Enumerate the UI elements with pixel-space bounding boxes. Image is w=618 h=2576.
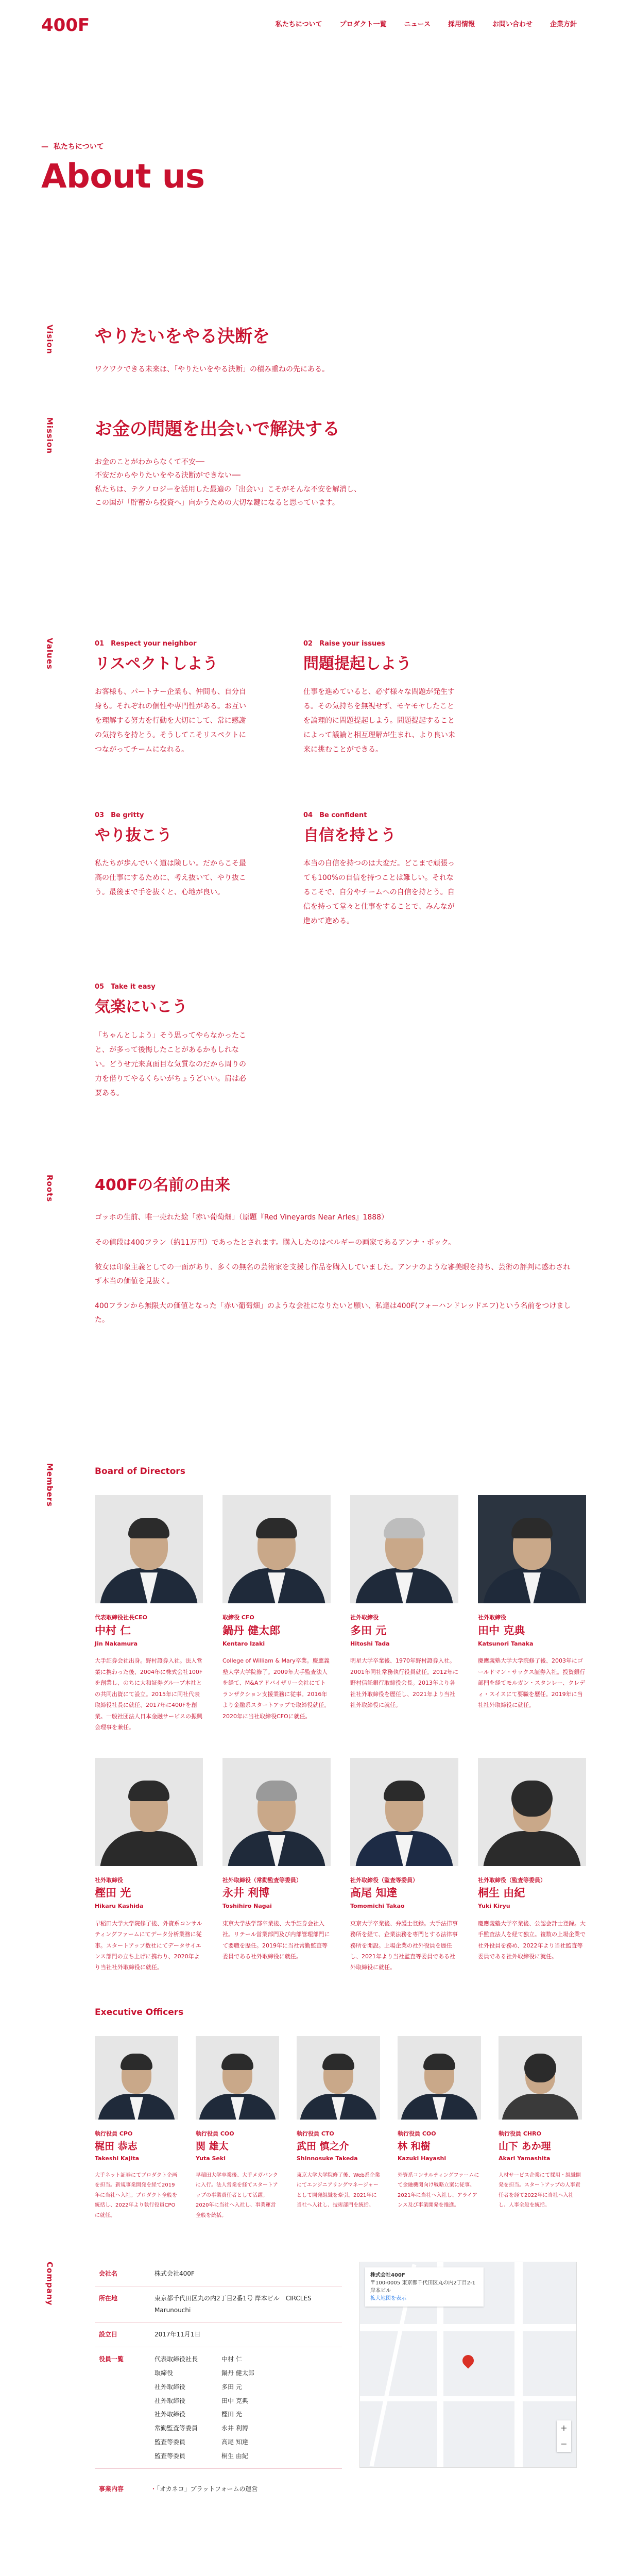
- officer-name: 鍋丹 健太郎: [221, 2369, 254, 2377]
- member-bio: 大手証券会社出身。野村證券入社。法人営業に携わった後、2004年に株式会社100Fを創業し、のちに大和証券グループ本社との共同出資にて設立。2015年に同社代表取締役社長に就任、2017年に400Fを創業。一般社団法人日本金融サービスの振興会理事を兼任。: [95, 1657, 203, 1731]
- row-key: 所在地: [95, 2286, 150, 2323]
- member-roman-name: Tomomichi Takao: [350, 1902, 405, 1909]
- zoom-in-icon[interactable]: +: [560, 2423, 568, 2433]
- member-roman-name: Shinnosuke Takeda: [297, 2155, 358, 2162]
- member-bio: College of William & Mary卒業。慶應義塾大学大学院修了。2009年大手監査法人を経て、M&Aアドバイザリー会社にてトランザクション支援業務に従事。2016年より金融系スタートアップで取締役就任。2020年に当社取締役CFOに就任。: [222, 1657, 330, 1720]
- officer-name: 田中 克典: [221, 2397, 248, 2404]
- nav-recruit[interactable]: 採用情報: [448, 20, 475, 28]
- member-roman-name: Yuki Kiryu: [478, 1902, 510, 1909]
- officer-name: 多田 元: [221, 2383, 242, 2391]
- members-label: Members: [45, 1463, 55, 1507]
- table-row: [95, 2323, 342, 2347]
- board-heading: Board of Directors: [95, 1466, 185, 1477]
- hero: [0, 49, 618, 263]
- member-name: 樫田 光: [95, 1887, 131, 1900]
- officer-name: 中村 仁: [221, 2355, 242, 2363]
- row-value: 2017年11月1日: [150, 2323, 342, 2347]
- member-name: 関 雄太: [196, 2141, 229, 2153]
- value-item: [95, 809, 247, 928]
- company-map[interactable]: [359, 2262, 577, 2468]
- mission-title: お金の問題を出会いで解決する: [95, 419, 340, 439]
- business-list: [150, 2483, 258, 2495]
- member-role: 社外取締役: [478, 1614, 506, 1621]
- table-row: [95, 2262, 342, 2286]
- member-bio: 早稲田大学大学院修了後、外資系コンサルティングファームにてデータ分析業務に従事。スタートアップ数社にてデータサイエンス部門の立ち上げに携わり、2020年より当社社外取締役に就任。: [95, 1920, 202, 1971]
- values-grid: [95, 638, 455, 1100]
- board-member-card: [478, 1495, 586, 1733]
- mission-line: 不安だからやりたいをやる決断ができない──: [95, 471, 241, 480]
- value-number: 04 Be confident: [303, 811, 367, 820]
- member-bio: 慶應義塾大学大学院修了後、2003年にゴールドマン・サックス証券入社。投資銀行部門を経てモルガン・スタンレー、クレディ・スイスにて要職を歴任。2019年に当社社外取締役に就任。: [478, 1657, 586, 1709]
- officer-title: 監査等委員: [154, 2452, 186, 2460]
- member-name: 田中 克典: [478, 1624, 525, 1637]
- business-row: [95, 2483, 577, 2495]
- map-place-name: 株式会社400F: [370, 2273, 405, 2279]
- member-bio: 明星大学卒業後、1970年野村證券入社。2001年同社常務執行役員就任。2012年に野村信託銀行取締役会長。2013年より各社社外取締役を歴任し、2021年より当社社外取締役に就任。: [350, 1657, 458, 1709]
- row-value: 東京都千代田区丸の内2丁目2番1号 岸本ビル CIRCLES Marunouchi: [150, 2286, 342, 2323]
- svg-text:400F: 400F: [41, 15, 90, 35]
- member-name: 梶田 恭志: [95, 2141, 138, 2153]
- value-body: お客様も、パートナー企業も、仲間も、自分自身も。それぞれの個性や専門性がある。お互いを理解する努力を行動を大切にして、常に感謝の気持ちを持とう。そうしてこそリスペクトにつながってチームになれる。: [95, 688, 246, 754]
- member-role: 社外取締役: [95, 1876, 123, 1884]
- nav-contact[interactable]: お問い合わせ: [492, 20, 533, 28]
- value-title: リスペクトしよう: [95, 654, 218, 673]
- nav-products[interactable]: プロダクト一覧: [339, 20, 387, 28]
- exec-grid: [95, 2036, 581, 2221]
- exec-member-card: [95, 2036, 178, 2221]
- zoom-out-icon[interactable]: −: [560, 2438, 568, 2449]
- value-number: 03 Be gritty: [95, 811, 144, 820]
- board-member-card: [350, 1495, 458, 1733]
- value-item: [303, 809, 455, 928]
- member-name: 多田 元: [350, 1624, 387, 1637]
- nav-news[interactable]: ニュース: [404, 20, 431, 28]
- officer-title: 社外取締役: [154, 2397, 186, 2404]
- member-bio: 東京大学大学院修了後、Web系企業にてエンジニアリングマネージャーとして開発組織を牽引。2021年に当社へ入社し、技術部門を統括。: [297, 2172, 380, 2209]
- member-roman-name: Toshihiro Nagai: [222, 1902, 272, 1909]
- member-bio: 東京大学卒業後、弁護士登録。大手法律事務所を経て、企業法務を専門とする法律事務所を開設。上場企業の社外役員を歴任し、2021年より当社監査等委員である社外取締役に就任。: [350, 1920, 458, 1971]
- member-name: 高尾 知達: [350, 1887, 398, 1900]
- page-title: About us: [41, 157, 205, 196]
- officer-title: 社外取締役: [154, 2383, 186, 2391]
- dash-icon: —: [41, 143, 48, 151]
- company-wrap: [95, 2262, 577, 2469]
- map-pin-icon[interactable]: [460, 2353, 476, 2369]
- member-roman-name: Kazuki Hayashi: [398, 2155, 447, 2162]
- member-photo: [478, 1758, 586, 1866]
- row-value: 株式会社400F: [150, 2262, 342, 2286]
- member-name: 桐生 由紀: [478, 1887, 525, 1900]
- roots-paragraph: 彼女は印象主義としての一面があり、多くの無名の芸術家を支援し作品を購入していました。アンナのような審美眼を持ち、芸術の評判に惑わされず本当の価値を見抜く。: [95, 1263, 571, 1285]
- member-roman-name: Akari Yamashita: [499, 2155, 551, 2162]
- member-photo: [297, 2036, 380, 2120]
- exec-member-card: [499, 2036, 582, 2221]
- value-body: 仕事を進めていると、必ず様々な問題が発生する。その気持ちを無視せず、モヤモヤしたことを論理的に問題提起しよう。問題提起することによって議論と相互理解が生まれ、より良い未来に挑むことができる。: [303, 688, 455, 754]
- board-member-card: [478, 1758, 586, 1973]
- member-roman-name: Yuta Seki: [196, 2155, 226, 2162]
- member-role: 社外取締役（常勤監査等委員）: [222, 1876, 302, 1884]
- officer-title: 監査等委員: [154, 2438, 186, 2446]
- mission-line: この国が「貯蓄から投資へ」向かうための大切な鍵になると思っています。: [95, 499, 339, 507]
- officer-title: 代表取締役社長: [154, 2355, 198, 2363]
- value-body: 「ちゃんとしよう」そう思ってやらなかったこと、が多って後悔したことがあるかもしれない。どうせ元来真面目な気質なのだから周りの力を借りてやるくらいがちょうどいい。肩は必要ある。: [95, 1031, 246, 1097]
- hero-eyebrow-label: 私たちについて: [54, 143, 104, 151]
- value-item: [303, 638, 455, 757]
- map-enlarge-link[interactable]: 拡大地図を表示: [370, 2296, 406, 2302]
- member-bio: 外資系コンサルティングファームにて金融機関向け戦略立案に従事。2021年に当社へ入社し、アライアンス及び事業開発を推進。: [398, 2172, 479, 2209]
- member-photo: [478, 1495, 586, 1603]
- member-name: 中村 仁: [95, 1624, 131, 1637]
- officer-name: 永井 利博: [221, 2425, 248, 2432]
- member-bio: 大手ネット証券にてプロダクト企画を担当。新規事業開発を経て2019年に当社へ入社。プロダクト全般を統括し、2022年より執行役員CPOに就任。: [95, 2172, 177, 2218]
- roots-label: Roots: [45, 1175, 55, 1202]
- company-label: Company: [45, 2262, 55, 2306]
- officer-title: 取締役: [154, 2369, 174, 2377]
- hero-eyebrow: [41, 140, 577, 154]
- site-header: [0, 0, 618, 49]
- member-role: 社外取締役（監査等委員）: [350, 1876, 418, 1884]
- member-name: 武田 慎之介: [297, 2141, 349, 2153]
- nav-about[interactable]: 私たちについて: [275, 20, 322, 28]
- member-bio: 人材サービス企業にて採用・組織開発を担当。スタートアップの人事責任者を経て2022年に当社へ入社し、人事全般を統括。: [499, 2172, 581, 2209]
- nav-policy[interactable]: 企業方針: [550, 20, 577, 28]
- member-roman-name: Katsunori Tanaka: [478, 1640, 534, 1647]
- member-name: 永井 利博: [222, 1887, 270, 1900]
- value-title: 自信を持とう: [303, 826, 396, 844]
- roots-title: 400Fの名前の由来: [95, 1176, 231, 1194]
- member-role: 執行役員 COO: [196, 2130, 234, 2138]
- value-body: 私たちが歩んでいく道は険しい。だからこそ最高の仕事にするために、考え抜いて、やり抜こう。最後まで手を抜くと、心地が良い。: [95, 859, 246, 897]
- values-section: [0, 613, 618, 1175]
- map-address: 〒100-0005 東京都千代田区丸の内2丁目2-1 岸本ビル: [370, 2280, 476, 2294]
- global-nav: [276, 19, 577, 31]
- row-key: 会社名: [95, 2262, 150, 2286]
- value-number: 05 Take it easy: [95, 983, 156, 991]
- vision-label: Vision: [45, 325, 55, 354]
- member-role: 取締役 CFO: [222, 1614, 254, 1621]
- members-section: [0, 1463, 618, 2221]
- officer-name: 樫田 光: [221, 2411, 242, 2418]
- exec-member-card: [297, 2036, 380, 2221]
- map-info-card: [365, 2267, 484, 2307]
- member-photo: [350, 1495, 458, 1603]
- member-roman-name: Hitoshi Tada: [350, 1640, 390, 1647]
- vision-section: [0, 263, 618, 417]
- member-name: 林 和樹: [398, 2141, 431, 2153]
- business-key: 事業内容: [99, 2485, 124, 2493]
- member-roman-name: Hikaru Kashida: [95, 1902, 144, 1909]
- member-bio: 慶應義塾大学卒業後、公認会計士登録。大手監査法人を経て独立。複数の上場企業で社外役員を務め、2022年より当社監査等委員である社外取締役に就任。: [478, 1920, 586, 1960]
- member-photo: [350, 1758, 458, 1866]
- member-role: 執行役員 CHRO: [499, 2130, 541, 2138]
- member-role: 執行役員 COO: [398, 2130, 436, 2138]
- board-member-card: [222, 1495, 331, 1733]
- member-role: 社外取締役: [350, 1614, 379, 1621]
- row-key: 設立日: [95, 2323, 150, 2347]
- company-table: [95, 2262, 342, 2469]
- values-label: Values: [45, 638, 55, 670]
- exec-member-card: [196, 2036, 279, 2221]
- member-name: 鍋丹 健太郎: [222, 1624, 281, 1637]
- row-key: 役員一覧: [95, 2347, 150, 2468]
- member-role: 代表取締役社長CEO: [95, 1614, 147, 1621]
- map-zoom-control[interactable]: [557, 2420, 571, 2452]
- officer-name: 桐生 由紀: [221, 2452, 248, 2460]
- member-photo: [398, 2036, 481, 2120]
- mission-body: [95, 455, 577, 510]
- board-member-card: [95, 1495, 203, 1733]
- value-item: [95, 638, 247, 757]
- table-row: [95, 2347, 342, 2468]
- member-bio: 早稲田大学卒業後、大手メガバンクに入行。法人営業を経てスタートアップの事業責任者として活躍。2020年に当社へ入社し、事業運営全般を統括。: [196, 2172, 278, 2218]
- board-member-card: [95, 1758, 203, 1973]
- board-member-card: [222, 1758, 331, 1973]
- member-photo: [95, 1495, 203, 1603]
- member-roman-name: Kentaro Izaki: [222, 1640, 265, 1647]
- company-section: [0, 2262, 618, 2495]
- value-item: [95, 981, 247, 1100]
- member-photo: [222, 1495, 331, 1603]
- value-title: やり抜こう: [95, 826, 172, 844]
- roots-paragraph: ゴッホの生前、唯一売れた絵「赤い葡萄畑」（原題『Red Vineyards Near Arles』1888）: [95, 1213, 389, 1222]
- mission-section: [0, 417, 618, 613]
- logo[interactable]: [41, 14, 99, 35]
- member-role: 執行役員 CTO: [297, 2130, 334, 2138]
- exec-member-card: [398, 2036, 481, 2221]
- value-body: 本当の自信を持つのは大変だ。どこまで頑張っても100%の自信を持つことは難しい。それなるこそで、自分やチームへの自信を持とう。自信を持って堂々と仕事をすることで、みんなが進めて進める。: [303, 859, 455, 926]
- member-role: 社外取締役（監査等委員）: [478, 1876, 546, 1884]
- mission-label: Mission: [45, 417, 55, 454]
- value-title: 気楽にいこう: [95, 998, 187, 1016]
- exec-heading: Executive Officers: [95, 2007, 184, 2018]
- member-photo: [95, 1758, 203, 1866]
- member-role: 執行役員 CPO: [95, 2130, 133, 2138]
- board-member-card: [350, 1758, 458, 1973]
- value-number: 01 Respect your neighbor: [95, 640, 197, 648]
- value-number: 02 Raise your issues: [303, 640, 385, 648]
- business-item: ・ 「オカネコ」プラットフォームの運営: [150, 2483, 258, 2495]
- company-info: [95, 2262, 342, 2469]
- member-photo: [196, 2036, 279, 2120]
- roots-section: [0, 1175, 618, 1463]
- mission-line: 私たちは、テクノロジーを活用した最適の「出会い」こそがそんな不安を解消し、: [95, 485, 362, 494]
- roots-paragraph: 400フランから無限大の価値となった「赤い葡萄畑」のような会社になりたいと願い、私達は400F(フォーハンドレッドエフ)という名前をつけました。: [95, 1302, 571, 1324]
- member-photo: [95, 2036, 178, 2120]
- member-bio: 東京大学法学部卒業後、大手証券会社入社。リテール営業部門及び内部管理部門にて要職を歴任。2019年に当社常勤監査等委員である社外取締役に就任。: [222, 1920, 330, 1960]
- table-row: [95, 2286, 342, 2323]
- officer-title: 社外取締役: [154, 2411, 186, 2418]
- officer-title: 常勤監査等委員: [154, 2425, 198, 2432]
- vision-title: やりたいをやる決断を: [95, 326, 270, 347]
- roots-paragraph: その値段は400フラン（約11万円）であったとされます。購入したのはベルギーの画家であるアンナ・ボック。: [95, 1238, 456, 1247]
- member-name: 山下 あか理: [499, 2141, 551, 2153]
- vision-body: ワクワクできる未来は、「やりたいをやる決断」の積み重ねの先にある。: [95, 365, 329, 374]
- member-roman-name: Jin Nakamura: [95, 1640, 138, 1647]
- officer-name: 高尾 知達: [221, 2438, 248, 2446]
- member-photo: [499, 2036, 582, 2120]
- mission-line: お金のことがわからなくて不安──: [95, 457, 204, 466]
- board-grid: [95, 1495, 586, 1973]
- logo-mark: [41, 14, 99, 35]
- member-roman-name: Takeshi Kajita: [95, 2155, 140, 2162]
- member-photo: [222, 1758, 331, 1866]
- officers-list: [150, 2347, 342, 2468]
- value-title: 問題提起しよう: [303, 654, 411, 673]
